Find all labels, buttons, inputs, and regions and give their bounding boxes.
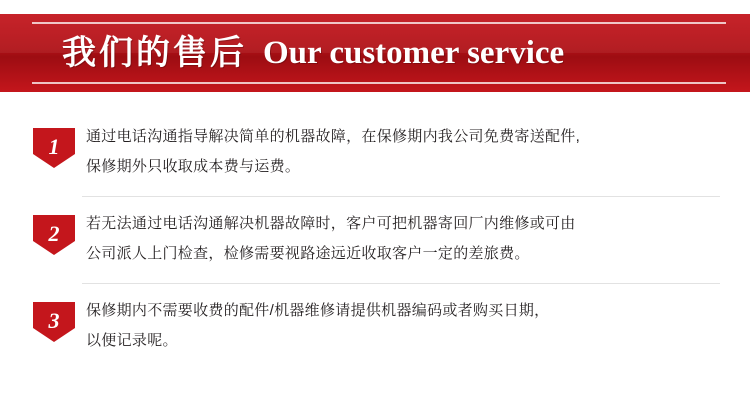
number-badge-icon: [33, 215, 75, 255]
badge-wrapper: [26, 284, 82, 342]
number-badge-icon: [33, 128, 75, 168]
header-banner-inner: [32, 22, 726, 84]
item-text-line: 以便记录呢。: [86, 332, 178, 349]
badge-wrapper: [26, 197, 82, 255]
item-text-block: [82, 284, 720, 370]
list-item: [0, 110, 750, 197]
item-text-line: 通过电话沟通指导解决简单的机器故障，在保修期内我公司免费寄送配件,: [86, 128, 581, 145]
item-text-line: 若无法通过电话沟通解决机器故障时，客户可把机器寄回厂内维修或可由: [86, 215, 576, 232]
service-items-list: [0, 110, 750, 370]
item-text-block: [82, 110, 720, 197]
item-text-block: [82, 197, 720, 284]
page-title-english: Our customer service: [263, 34, 565, 71]
item-text-line: 公司派人上门检查，检修需要视路途远近收取客户一定的差旅费。: [86, 245, 530, 262]
number-badge-icon: [33, 302, 75, 342]
list-item: [0, 284, 750, 370]
list-item: [0, 197, 750, 284]
header-banner: [0, 14, 750, 92]
item-text-line: 保修期内不需要收费的配件/机器维修请提供机器编码或者购买日期，: [86, 302, 550, 319]
item-text-line: 保修期外只收取成本费与运费。: [86, 158, 301, 175]
badge-wrapper: [26, 110, 82, 168]
badge-number: 2: [48, 220, 60, 246]
badge-number: 1: [48, 133, 60, 159]
badge-number: 3: [48, 307, 60, 333]
page-title-chinese: 我们的售后: [62, 34, 247, 72]
